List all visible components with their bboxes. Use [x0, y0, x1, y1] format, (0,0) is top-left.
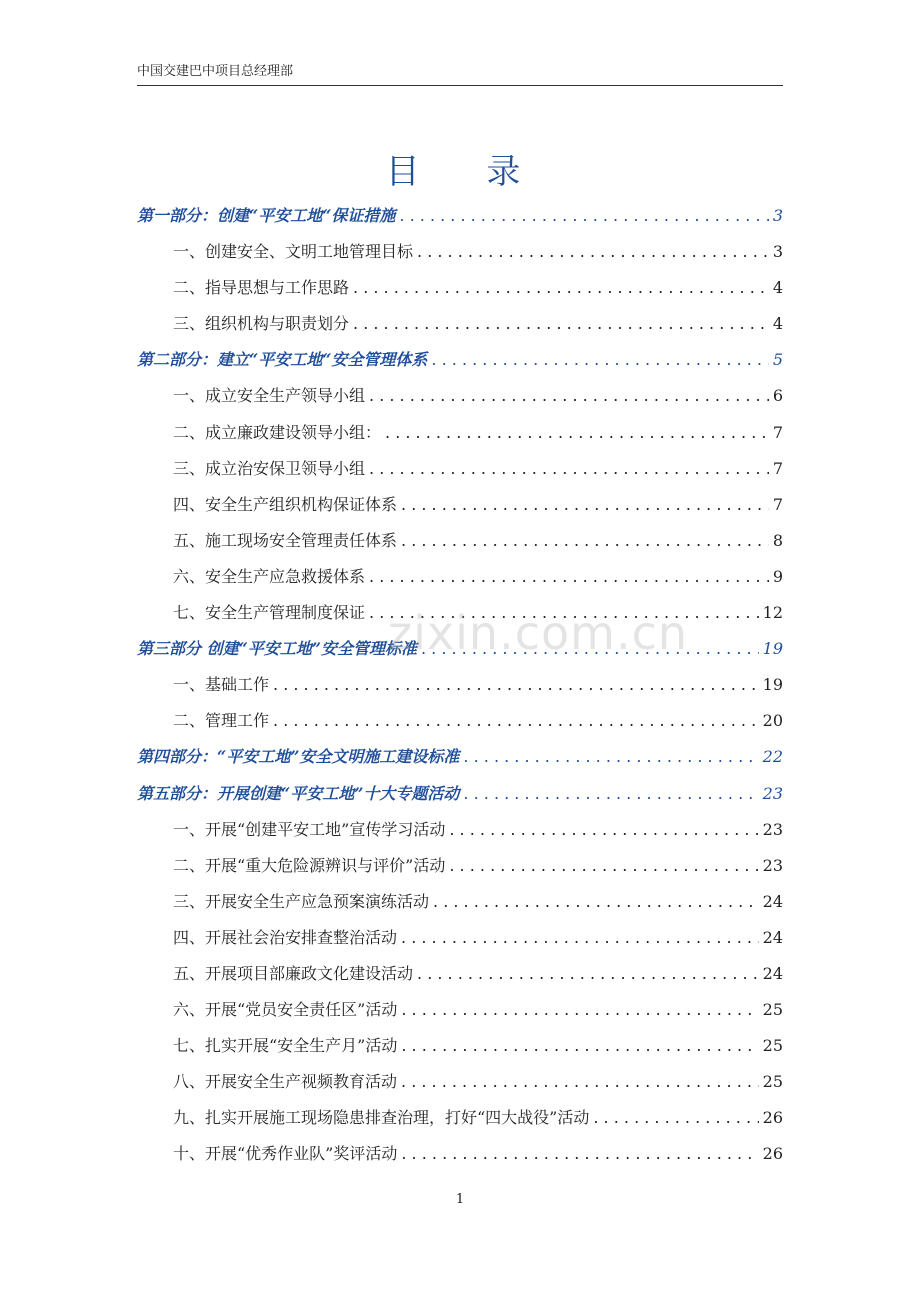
dot-leader — [369, 559, 769, 595]
dot-leader — [449, 812, 758, 848]
toc-entry-page: 19 — [762, 675, 783, 695]
toc-entry-label: 五、开展项目部廉政文化建设活动 — [173, 963, 414, 983]
table-of-contents — [137, 198, 783, 1173]
toc-section-entry[interactable] — [137, 956, 783, 992]
toc-entry-label: 八、开展安全生产视频教育活动 — [173, 1072, 398, 1092]
toc-title: 目 录 — [385, 152, 549, 192]
toc-entry-page: 7 — [772, 494, 783, 514]
toc-entry-page: 23 — [762, 819, 783, 839]
header-org-name: 中国交建巴中项目总经理部 — [137, 64, 294, 79]
dot-leader — [353, 306, 769, 342]
toc-entry-page: 25 — [762, 1000, 783, 1020]
toc-entry-page: 6 — [772, 386, 783, 406]
toc-entry-label: 一、基础工作 — [173, 675, 270, 695]
toc-section-entry[interactable] — [137, 234, 783, 270]
dot-leader — [401, 523, 769, 559]
toc-section-entry[interactable] — [137, 848, 783, 884]
toc-entry-page: 25 — [762, 1036, 783, 1056]
toc-entry-label: 第一部分：创建“平安工地“保证措施 — [137, 206, 396, 225]
toc-entry-label: 第四部分：“平安工地”安全文明施工建设标准 — [137, 747, 460, 767]
toc-section-entry[interactable] — [137, 992, 783, 1028]
toc-entry-label: 第三部分 创建“平安工地”安全管理标准 — [137, 639, 417, 659]
toc-entry-label: 一、创建安全、文明工地管理目标 — [173, 242, 414, 262]
toc-entry-page: 22 — [762, 747, 783, 767]
toc-entry-label: 六、安全生产应急救援体系 — [173, 566, 366, 586]
toc-entry-page: 24 — [762, 891, 783, 911]
toc-section-entry[interactable] — [137, 451, 783, 487]
toc-entry-page: 5 — [772, 350, 783, 370]
dot-leader — [399, 198, 768, 234]
toc-part-entry[interactable] — [137, 739, 783, 775]
toc-entry-label: 第五部分：开展创建“平安工地”十大专题活动 — [137, 783, 460, 803]
toc-entry-page: 20 — [762, 711, 783, 731]
toc-entry-label: 四、开展社会治安排查整治活动 — [173, 927, 398, 947]
toc-entry-page: 23 — [762, 855, 783, 875]
toc-section-entry[interactable] — [137, 270, 783, 306]
toc-entry-label: 三、成立治安保卫领导小组 — [173, 458, 366, 478]
dot-leader — [593, 1100, 758, 1136]
toc-entry-page: 3 — [772, 206, 783, 225]
toc-entry-label: 二、管理工作 — [173, 711, 270, 731]
dot-leader — [401, 1136, 758, 1172]
toc-entry-label: 二、成立廉政建设领导小组： — [173, 422, 382, 442]
toc-section-entry[interactable] — [137, 1100, 783, 1136]
toc-entry-label: 七、扎实开展“安全生产月”活动 — [173, 1036, 398, 1056]
dot-leader — [401, 1064, 759, 1100]
toc-entry-label: 四、安全生产组织机构保证体系 — [173, 494, 398, 514]
toc-entry-label: 一、开展“创建平安工地”宣传学习活动 — [173, 819, 446, 839]
toc-section-entry[interactable] — [137, 378, 783, 414]
dot-leader — [353, 270, 769, 306]
toc-entry-page: 26 — [762, 1144, 783, 1164]
toc-section-entry[interactable] — [137, 1028, 783, 1064]
toc-entry-label: 十、开展“优秀作业队”奖评活动 — [173, 1144, 398, 1164]
dot-leader — [369, 378, 769, 414]
toc-entry-label: 六、开展“党员安全责任区”活动 — [173, 1000, 398, 1020]
toc-entry-page: 4 — [772, 278, 783, 298]
toc-entry-label: 第二部分：建立“平安工地“安全管理体系 — [137, 350, 428, 370]
toc-section-entry[interactable] — [137, 487, 783, 523]
toc-entry-label: 二、指导思想与工作思路 — [173, 278, 350, 298]
watermark: zixin.com.cn — [388, 606, 689, 660]
page-number: 1 — [455, 1192, 465, 1207]
toc-entry-label: 七、安全生产管理制度保证 — [173, 603, 366, 623]
dot-leader — [369, 451, 769, 487]
toc-entry-label: 三、开展安全生产应急预案演练活动 — [173, 891, 430, 911]
toc-section-entry[interactable] — [137, 812, 783, 848]
toc-entry-page: 25 — [762, 1072, 783, 1092]
dot-leader — [449, 848, 758, 884]
toc-entry-label: 二、开展“重大危险源辨识与评价”活动 — [173, 855, 446, 875]
dot-leader — [401, 487, 769, 523]
toc-section-entry[interactable] — [137, 1064, 783, 1100]
toc-part-entry[interactable] — [137, 198, 783, 234]
toc-entry-page: 8 — [772, 530, 783, 550]
toc-section-entry[interactable] — [137, 523, 783, 559]
toc-section-entry[interactable] — [137, 415, 783, 451]
toc-entry-page: 26 — [762, 1108, 783, 1128]
dot-leader — [417, 234, 769, 270]
toc-section-entry[interactable] — [137, 306, 783, 342]
toc-entry-page: 9 — [772, 566, 783, 586]
dot-leader — [273, 667, 759, 703]
toc-section-entry[interactable] — [137, 1136, 783, 1172]
dot-leader — [463, 739, 758, 775]
toc-entry-page: 7 — [772, 458, 783, 478]
dot-leader — [273, 703, 759, 739]
toc-part-entry[interactable] — [137, 776, 783, 812]
toc-section-entry[interactable] — [137, 884, 783, 920]
dot-leader — [431, 342, 768, 378]
toc-entry-label: 九、扎实开展施工现场隐患排查治理，打好“四大战役”活动 — [173, 1108, 590, 1128]
dot-leader — [417, 956, 759, 992]
page-header — [137, 62, 783, 86]
toc-entry-page: 23 — [762, 783, 783, 803]
dot-leader — [401, 1028, 758, 1064]
toc-entry-page: 24 — [762, 927, 783, 947]
toc-section-entry[interactable] — [137, 667, 783, 703]
dot-leader — [401, 992, 758, 1028]
toc-entry-page: 12 — [762, 603, 783, 623]
toc-section-entry[interactable] — [137, 559, 783, 595]
toc-entry-page: 7 — [772, 422, 783, 442]
toc-section-entry[interactable] — [137, 920, 783, 956]
page-footer — [0, 1192, 920, 1207]
toc-entry-page: 19 — [762, 639, 783, 659]
toc-entry-page: 24 — [762, 963, 783, 983]
toc-entry-label: 三、组织机构与职责划分 — [173, 314, 350, 334]
dot-leader — [463, 776, 758, 812]
toc-entry-page: 4 — [772, 314, 783, 334]
dot-leader — [433, 884, 759, 920]
toc-entry-label: 一、成立安全生产领导小组 — [173, 386, 366, 406]
toc-part-entry[interactable] — [137, 342, 783, 378]
dot-leader — [401, 920, 759, 956]
toc-section-entry[interactable] — [137, 703, 783, 739]
toc-entry-page: 3 — [772, 242, 783, 262]
dot-leader — [385, 415, 769, 451]
toc-entry-label: 五、施工现场安全管理责任体系 — [173, 530, 398, 550]
